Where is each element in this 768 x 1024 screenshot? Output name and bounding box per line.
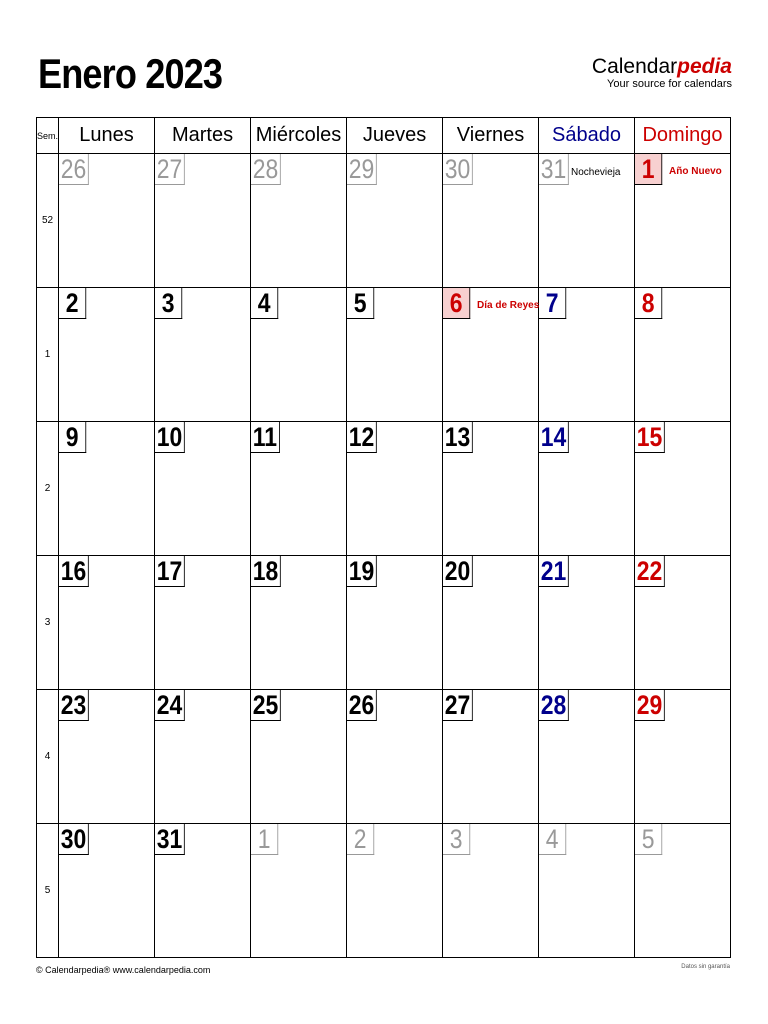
day-cell (347, 690, 443, 824)
event-label-nochevieja: Nochevieja (571, 167, 621, 178)
day-cell (155, 690, 251, 824)
day-number: 29 (635, 690, 665, 721)
day-cell (635, 556, 731, 690)
weekday-header-sunday: Domingo (635, 118, 731, 154)
day-cell (251, 288, 347, 422)
day-number: 5 (347, 288, 374, 319)
day-cell (443, 690, 539, 824)
day-cell (251, 690, 347, 824)
day-cell (347, 154, 443, 288)
day-number: 18 (251, 556, 281, 587)
day-number: 30 (59, 824, 89, 855)
day-number: 9 (59, 422, 86, 453)
day-number: 27 (155, 154, 185, 185)
day-cell (539, 690, 635, 824)
weekday-header-saturday: Sábado (539, 118, 635, 154)
day-number: 4 (251, 288, 278, 319)
day-cell (59, 824, 155, 958)
day-number: 24 (155, 690, 185, 721)
weekday-header-friday: Viernes (443, 118, 539, 154)
day-cell (251, 422, 347, 556)
day-cell (251, 556, 347, 690)
day-number: 13 (443, 422, 473, 453)
brand-name-accent: pedia (677, 55, 732, 78)
week-number: 52 (37, 154, 59, 288)
day-cell (59, 288, 155, 422)
day-cell (635, 690, 731, 824)
brand-name (592, 56, 732, 78)
weekday-header-monday: Lunes (59, 118, 155, 154)
day-number: 7 (539, 288, 566, 319)
week-row (37, 288, 731, 422)
week-number: 5 (37, 824, 59, 958)
day-cell (59, 422, 155, 556)
day-cell (347, 824, 443, 958)
brand-logo (592, 56, 732, 90)
day-number: 23 (59, 690, 89, 721)
day-number: 3 (155, 288, 182, 319)
day-cell (251, 824, 347, 958)
day-cell (539, 556, 635, 690)
day-cell (443, 556, 539, 690)
day-cell (635, 154, 731, 288)
holiday-label-dia-de-reyes: Día de Reyes (477, 300, 540, 311)
day-cell (155, 288, 251, 422)
day-number: 25 (251, 690, 281, 721)
brand-tagline: Your source for calendars (607, 78, 732, 90)
day-cell (539, 288, 635, 422)
week-number: 2 (37, 422, 59, 556)
day-cell (635, 422, 731, 556)
day-number: 29 (347, 154, 377, 185)
day-number: 28 (539, 690, 569, 721)
week-number: 1 (37, 288, 59, 422)
day-number: 20 (443, 556, 473, 587)
day-number: 4 (539, 824, 566, 855)
day-cell (251, 154, 347, 288)
day-cell (155, 824, 251, 958)
day-cell (155, 154, 251, 288)
day-number: 22 (635, 556, 665, 587)
day-number: 19 (347, 556, 377, 587)
day-number: 26 (347, 690, 377, 721)
day-number: 21 (539, 556, 569, 587)
weekday-header-thursday: Jueves (347, 118, 443, 154)
day-number: 2 (59, 288, 86, 319)
week-row (37, 556, 731, 690)
week-number: 3 (37, 556, 59, 690)
calendar-title: Enero 2023 (38, 50, 223, 97)
day-cell (539, 422, 635, 556)
week-row (37, 154, 731, 288)
day-cell (59, 690, 155, 824)
week-row (37, 690, 731, 824)
day-number: 6 (443, 288, 470, 319)
weekday-header-tuesday: Martes (155, 118, 251, 154)
day-number: 2 (347, 824, 374, 855)
day-number: 8 (635, 288, 662, 319)
day-cell (155, 422, 251, 556)
day-number: 1 (635, 154, 662, 185)
day-number: 31 (539, 154, 569, 185)
day-cell (443, 824, 539, 958)
day-cell (539, 154, 635, 288)
week-number: 4 (37, 690, 59, 824)
week-row (37, 422, 731, 556)
day-cell (59, 154, 155, 288)
month-calendar-grid (36, 117, 731, 958)
day-number: 12 (347, 422, 377, 453)
day-cell (443, 154, 539, 288)
day-number: 11 (251, 422, 280, 453)
day-number: 5 (635, 824, 662, 855)
day-number: 3 (443, 824, 470, 855)
day-number: 27 (443, 690, 473, 721)
day-cell (539, 824, 635, 958)
day-cell (347, 556, 443, 690)
holiday-label-ano-nuevo: Año Nuevo (669, 166, 722, 177)
day-cell (155, 556, 251, 690)
week-row (37, 824, 731, 958)
day-number: 14 (539, 422, 569, 453)
day-number: 17 (155, 556, 185, 587)
day-number: 10 (155, 422, 185, 453)
brand-name-main: Calendar (591, 55, 678, 78)
weekday-header-row (37, 118, 731, 154)
weekday-header-wednesday: Miércoles (251, 118, 347, 154)
footer-disclaimer: Datos sin garantía (681, 964, 730, 970)
day-cell (635, 824, 731, 958)
day-number: 15 (635, 422, 665, 453)
week-number-header: Sem. (37, 118, 59, 154)
day-cell (347, 288, 443, 422)
day-number: 1 (251, 824, 278, 855)
day-number: 16 (59, 556, 89, 587)
day-cell (635, 288, 731, 422)
day-cell (59, 556, 155, 690)
day-cell (443, 422, 539, 556)
day-number: 30 (443, 154, 473, 185)
day-number: 28 (251, 154, 281, 185)
footer-copyright: © Calendarpedia® www.calendarpedia.com (36, 965, 211, 975)
day-number: 31 (155, 824, 185, 855)
day-cell (347, 422, 443, 556)
day-number: 26 (59, 154, 89, 185)
day-cell (443, 288, 539, 422)
